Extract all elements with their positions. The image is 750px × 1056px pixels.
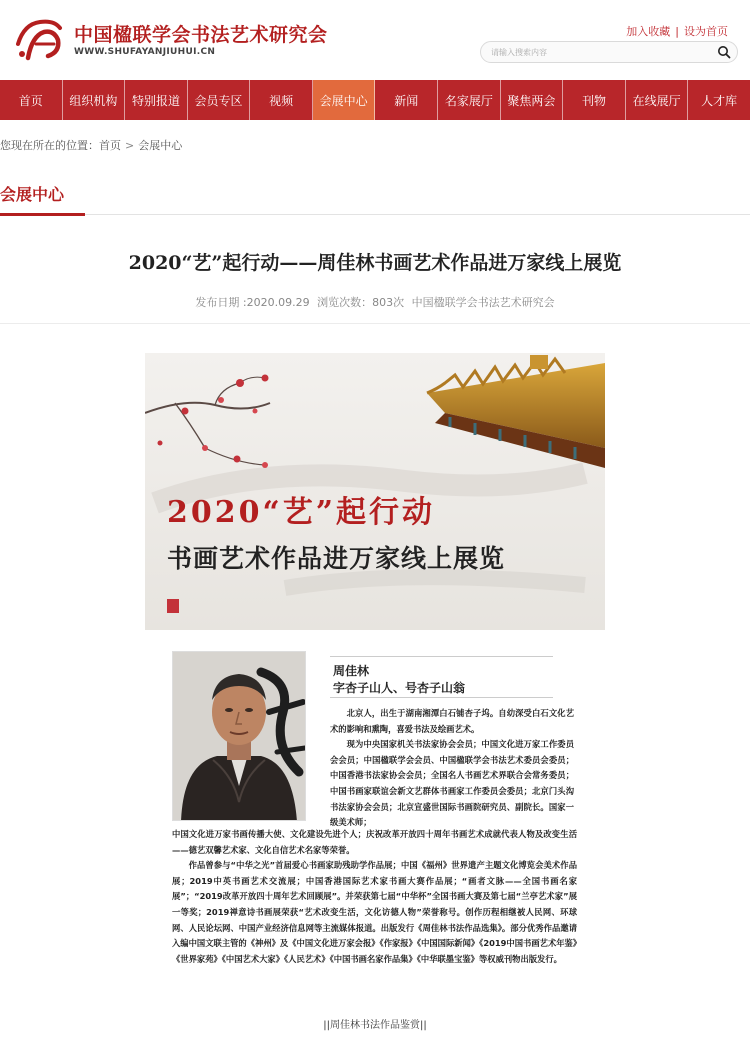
artist-name: 周佳林 (333, 664, 370, 678)
nav-item-two-sessions[interactable]: 聚焦两会 (501, 80, 564, 120)
article-title: 2020“艺”起行动——周佳林书画艺术作品进万家线上展览 (128, 252, 622, 274)
breadcrumb (0, 137, 182, 153)
breadcrumb-current[interactable]: 会展中心 (138, 139, 183, 152)
site-url: WWW.SHUFAYANJIUHUI.CN (74, 47, 216, 57)
search-box (480, 41, 738, 63)
section-title: 会展中心 (0, 185, 65, 204)
main-nav (0, 80, 750, 120)
artist-alias: 字杏子山人、号杏子山翁 (333, 681, 466, 695)
nav-item-talent-pool[interactable]: 人才库 (701, 94, 738, 108)
bio-paragraph-2-continued: 中国文化进万家书画传播大使、文化建设先进个人；庆祝改革开放四十周年书画艺术成就代表人物及改变生活——德艺双馨艺术家、文化自信艺术名家等荣誉。 (172, 829, 577, 855)
calligraphy-logo-icon[interactable] (14, 14, 66, 64)
site-name: 中国楹联学会书法艺术研究会 (74, 24, 328, 46)
nav-item-video[interactable]: 视频 (250, 80, 313, 120)
nav-item-member-zone[interactable]: 会员专区 (188, 80, 251, 120)
profile-rule-top (330, 656, 553, 657)
top-links (626, 23, 728, 39)
nav-item-special-report[interactable]: 特别报道 (125, 80, 188, 120)
breadcrumb-separator: > (125, 139, 135, 152)
nav-item-home[interactable]: 首页 (0, 80, 63, 120)
exhibition-banner (145, 353, 605, 630)
bio-side-column (330, 706, 574, 831)
set-homepage-link[interactable]: 设为首页 (684, 25, 728, 38)
profile-rule-bottom (330, 697, 553, 698)
section-divider (0, 214, 750, 215)
artist-portrait (172, 651, 306, 821)
bio-full-column (172, 827, 577, 967)
meta-divider (0, 323, 750, 324)
bio-paragraph-1: 北京人，出生于湖南湘潭白石铺杏子坞。自幼深受白石文化艺术的影响和熏陶，喜爱书法及绘画艺术。 (330, 708, 574, 734)
nav-item-publications[interactable]: 刊物 (563, 80, 626, 120)
search-input[interactable] (491, 45, 701, 60)
nav-item-exhibition-center[interactable]: 会展中心 (313, 80, 376, 120)
section-title-underline (0, 213, 85, 216)
publish-date: 发布日期 :2020.09.29 (195, 296, 310, 309)
breadcrumb-prefix: 您现在所在的位置： (0, 139, 99, 152)
top-links-separator: | (675, 25, 679, 38)
nav-item-news[interactable]: 新闻 (375, 80, 438, 120)
breadcrumb-home[interactable]: 首页 (99, 139, 121, 152)
nav-item-online-hall[interactable]: 在线展厅 (626, 80, 689, 120)
site-header (0, 0, 750, 80)
article-meta (0, 294, 750, 310)
bio-paragraph-2: 现为中央国家机关书法家协会会员；中国文化进万家工作委员会会员；中国楹联学会会员、中国楹联学会书法艺术委员会委员；中国香港书法家协会会员；全国名人书画艺术界联合会常务委员；中国书画家联谊会新文艺群体书画家工作委员会委员；北京门头沟书法家协会会员；北京宣盛世国际书画院研究员、副院长。国家一级美术师； (330, 739, 574, 828)
banner-title-line2: 书画艺术作品进万家线上展览 (167, 544, 506, 573)
nav-item-masters-hall[interactable]: 名家展厅 (438, 80, 501, 120)
search-icon[interactable] (717, 45, 731, 59)
article-source: 中国楹联学会书法艺术研究会 (411, 296, 555, 309)
gallery-heading: ||周佳林书法作品鉴赏|| (323, 1020, 427, 1031)
bio-paragraph-3: 作品曾参与“中华之光”首届爱心书画家助残助学作品展；中国《福州》世界遗产主题文化博览会美术作品展；2019中英书画艺术交流展；中国香港国际艺术家书画大赛作品展；“画者文脉——全国书画名家展”；“2019改革开放四十周年艺术回顾展”。并荣获第七届“中华杯”全国书画大赛及第七届“兰亭艺术家”展一等奖；2019禅意诗书画展荣获“艺术改变生活，文化访德人物”荣誉称号。创作历程相继被人民网、环球网、人民论坛网、中国产业经济信息网等主流媒体报道。出版发行《周佳林书法作品选集》。部分优秀作品邀请入编中国文联主管的《神州》及《中国文化进万家会报》《作家报》《中国国际新闻》《2019中国书画艺术年鉴》《世界家苑》《中国艺术大家》《人民艺术》《中国书画名家作品集》《中华联墨宝鉴》等权威刊物出版发行。 (172, 860, 577, 964)
view-count: 浏览次数：803次 (317, 296, 405, 309)
add-favorite-link[interactable]: 加入收藏 (626, 25, 671, 38)
nav-item-organization[interactable]: 组织机构 (63, 80, 126, 120)
banner-title-line1: 2020“艺”起行动 (167, 495, 436, 530)
